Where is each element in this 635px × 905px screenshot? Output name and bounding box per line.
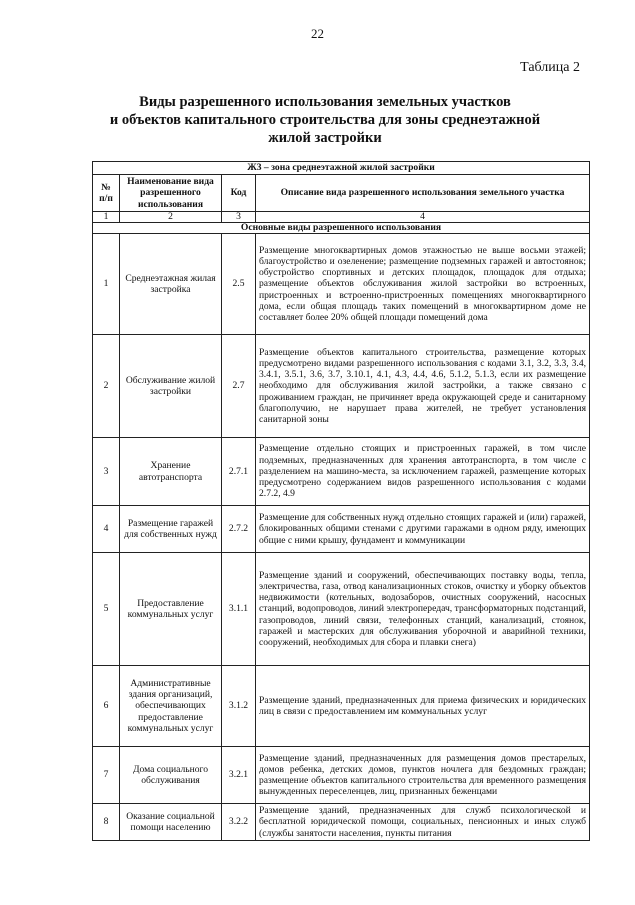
row-desc: Размещение объектов капитального строительства, размещение которых предусмотрено видами разрешенного использования с кодами 3.1, 3.2, 3.3, 3.4, 3.4.1, 3.5.1, 3.6, 3.7, 3.10.1, 4.1, 4.3, 4.4, 4.6, 5.1.2, 5.1.3, если их размещение необходимо для обслуживания жилой застройки, а также связано с проживанием граждан, не причиняет вреда окружающей среде и санитарному благополучию, не нарушает права жителей, не требует установления санитарной зоны — [256, 335, 590, 438]
table-row — [93, 234, 590, 335]
row-desc: Размещение зданий, предназначенных для размещения домов престарелых, домов ребенка, детских домов, пунктов ночлега для бездомных граждан; размещение объектов капитального строительства для временного размещения вынужденных переселенцев, лиц, признанных беженцами — [256, 747, 590, 804]
row-num: 4 — [93, 506, 120, 553]
row-name: Оказание социальной помощи населению — [120, 804, 222, 841]
title-line-3: жилой застройки — [268, 130, 382, 146]
row-name: Дома социального обслуживания — [120, 747, 222, 804]
row-code: 2.7.1 — [222, 438, 256, 506]
table-row — [93, 804, 590, 841]
table-row — [93, 553, 590, 666]
row-code: 2.7.2 — [222, 506, 256, 553]
page-number: 22 — [311, 26, 324, 41]
row-name: Хранение автотранспорта — [120, 438, 222, 506]
row-desc: Размещение многоквартирных домов этажностью не выше восьми этажей; благоустройство и озеленение; размещение подземных гаражей и автостоянок; обустройство спортивных и детских площадок, площадок для отдыха; размещение объектов обслуживания жилой застройки во встроенных, пристроенных и встроенно-пристроенных помещениях многоквартирного дома, если общая площадь таких помещений в многоквартирном доме не составляет более 20% общей площади помещений дома — [256, 234, 590, 335]
header-desc: Описание вида разрешенного использования земельного участка — [256, 175, 590, 212]
section-title: Основные виды разрешенного использования — [93, 223, 590, 234]
row-desc: Размещение зданий и сооружений, обеспечивающих поставку воды, тепла, электричества, газа, отвод канализационных стоков, очистку и уборку объектов недвижимости (котельных, водозаборов, очистных сооружений, насосных станций, водопроводов, линий электропередач, трансформаторных подстанций, газопроводов, линий связи, телефонных станций, канализаций, стоянок, гаражей и мастерских для обслуживания уборочной и аварийной техники, сооружений, необходимых для сбора и плавки снега) — [256, 553, 590, 666]
row-desc: Размещение отдельно стоящих и пристроенных гаражей, в том числе подземных, предназначенных для хранения автотранспорта, в том числе с разделением на машино-места, за исключением гаражей, размещение которых предусмотрено содержанием видов разрешенного использования с кодами 2.7.2, 4.9 — [256, 438, 590, 506]
row-num: 1 — [93, 234, 120, 335]
row-name: Размещение гаражей для собственных нужд — [120, 506, 222, 553]
col-number: 3 — [222, 212, 256, 223]
row-num: 6 — [93, 666, 120, 747]
table-row — [93, 335, 590, 438]
row-desc: Размещение зданий, предназначенных для приема физических и юридических лиц в связи с предоставлением им коммунальных услуг — [256, 666, 590, 747]
row-num: 2 — [93, 335, 120, 438]
table-row — [93, 666, 590, 747]
row-code: 3.1.1 — [222, 553, 256, 666]
table-row — [93, 747, 590, 804]
row-num: 5 — [93, 553, 120, 666]
row-code: 3.1.2 — [222, 666, 256, 747]
row-desc: Размещение зданий, предназначенных для служб психологической и бесплатной юридической помощи, социальных, пенсионных и иных служб (службы занятости населения, пункты питания — [256, 804, 590, 841]
row-code: 2.7 — [222, 335, 256, 438]
header-code: Код — [222, 175, 256, 212]
row-code: 3.2.2 — [222, 804, 256, 841]
table-row — [93, 438, 590, 506]
row-name: Предоставление коммунальных услуг — [120, 553, 222, 666]
col-number: 1 — [93, 212, 120, 223]
row-name: Административные здания организаций, обеспечивающих предоставление коммунальных услуг — [120, 666, 222, 747]
col-number: 2 — [120, 212, 222, 223]
row-num: 8 — [93, 804, 120, 841]
row-num: 3 — [93, 438, 120, 506]
col-number: 4 — [256, 212, 590, 223]
title-line-2: и объектов капитального строительства для зоны среднеэтажной — [109, 112, 541, 128]
row-name: Обслуживание жилой застройки — [120, 335, 222, 438]
row-num: 7 — [93, 747, 120, 804]
table-label: Таблица 2 — [520, 60, 580, 75]
header-num: № п/п — [93, 175, 120, 212]
row-code: 2.5 — [222, 234, 256, 335]
header-name: Наименование вида разрешенного использования — [120, 175, 222, 212]
row-desc: Размещение для собственных нужд отдельно стоящих гаражей и (или) гаражей, блокированных общими стенами с другими гаражами в одном ряду, имеющих общие с ними крышу, фундамент и коммуникации — [256, 506, 590, 553]
table-row — [93, 506, 590, 553]
title-line-1: Виды разрешенного использования земельных участков — [139, 94, 511, 110]
row-name: Среднеэтажная жилая застройка — [120, 234, 222, 335]
document-title — [90, 93, 560, 147]
row-code: 3.2.1 — [222, 747, 256, 804]
land-use-table — [92, 161, 590, 841]
zone-title: Ж3 – зона среднеэтажной жилой застройки — [93, 162, 590, 175]
